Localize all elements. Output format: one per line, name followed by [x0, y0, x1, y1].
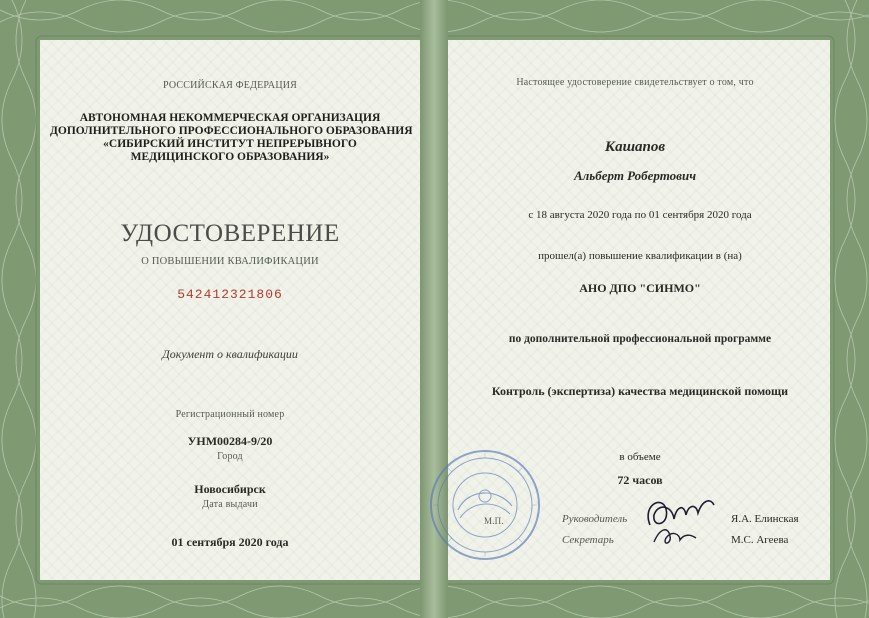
hours-value: 72 часов [617, 473, 663, 487]
document-subtitle: О ПОВЫШЕНИИ КВАЛИФИКАЦИИ [141, 256, 319, 267]
org-name-line-2: ДОПОЛНИТЕЛЬНОГО ПРОФЕССИОНАЛЬНОГО ОБРАЗОВАНИЯ [50, 125, 413, 137]
holder-given-names: Альберт Робертович [573, 168, 697, 183]
head-name: Я.А. Елинская [731, 513, 799, 525]
program-name: Контроль (экспертиза) качества медицинской помощи [491, 384, 789, 398]
registration-number: УНМ00284-9/20 [187, 434, 273, 448]
serial-number: 542412321806 [177, 287, 283, 302]
city-value: Новосибирск [194, 482, 266, 496]
intro-text: Настоящее удостоверение свидетельствует о том, что [516, 77, 754, 88]
secretary-name: М.С. Агеева [731, 534, 789, 546]
org-name-line-3: «СИБИРСКИЙ ИНСТИТУТ НЕПРЕРЫВНОГО [103, 138, 357, 150]
signature-secretary [650, 520, 700, 550]
program-label: по дополнительной профессиональной программе [508, 333, 772, 345]
secretary-label: Секретарь [562, 534, 614, 546]
holder-surname: Кашапов [604, 139, 666, 155]
official-stamp [428, 448, 542, 562]
training-period: с 18 августа 2020 года по 01 сентября 2020 года [528, 209, 752, 221]
org-name-line-4: МЕДИЦИНСКОГО ОБРАЗОВАНИЯ» [130, 151, 330, 163]
issue-date-label: Дата выдачи [202, 499, 258, 510]
org-name-line-1: АВТОНОМНАЯ НЕКОММЕРЧЕСКАЯ ОРГАНИЗАЦИЯ [79, 112, 381, 124]
document-title: УДОСТОВЕРЕНИЕ [120, 220, 340, 247]
institution-name: АНО ДПО "СИНМО" [579, 281, 701, 295]
country-label: РОССИЙСКАЯ ФЕДЕРАЦИЯ [162, 80, 298, 91]
city-label: Город [217, 451, 243, 462]
head-label: Руководитель [562, 513, 628, 525]
registration-label: Регистрационный номер [175, 409, 285, 420]
document-type: Документ о квалификации [162, 347, 298, 361]
volume-label: в объеме [619, 451, 661, 463]
issue-date: 01 сентября 2020 года [171, 535, 289, 549]
qualification-statement: прошел(а) повышение квалификации в (на) [538, 250, 742, 262]
stamp-label: М.П. [484, 516, 504, 526]
